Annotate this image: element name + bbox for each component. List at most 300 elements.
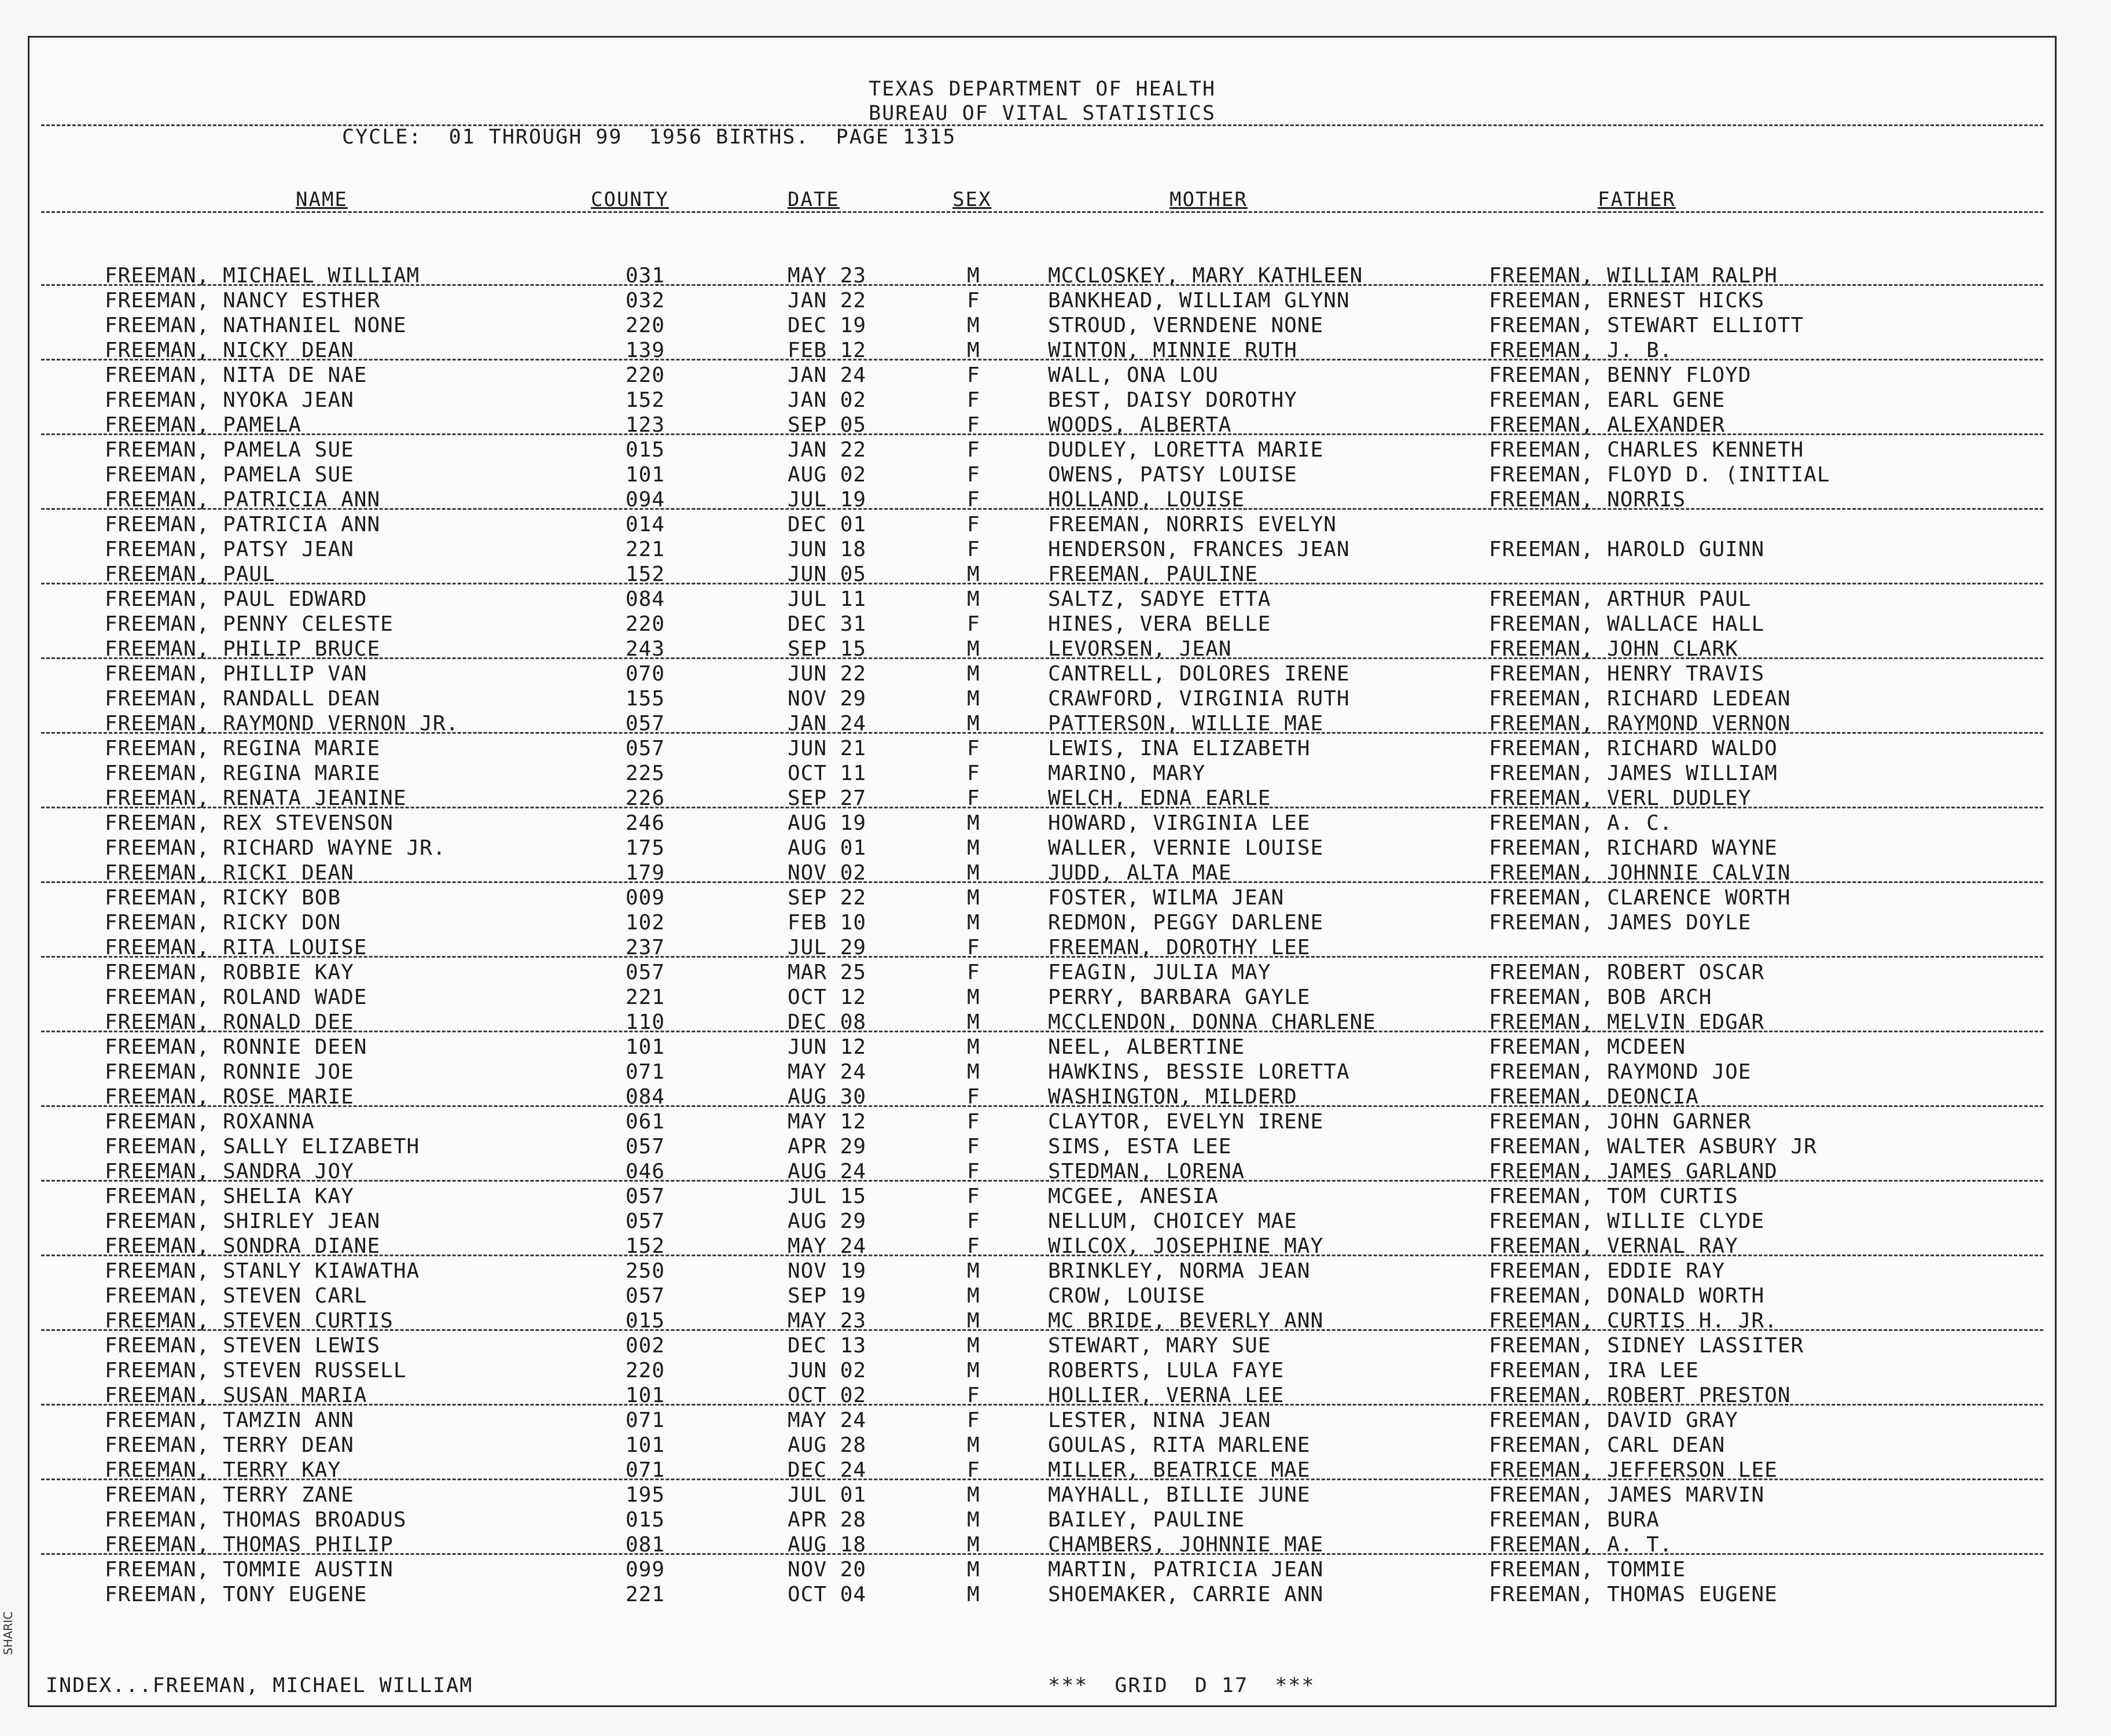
record-mother: PERRY, BARBARA GAYLE <box>1048 985 1311 1009</box>
record-father: FREEMAN, A. T. <box>1489 1533 1673 1557</box>
record-date: AUG 28 <box>788 1433 867 1457</box>
record-row <box>30 612 2055 637</box>
record-father: FREEMAN, IRA LEE <box>1489 1359 1699 1382</box>
record-sex: M <box>967 662 980 686</box>
record-sex: F <box>967 363 980 387</box>
record-row <box>30 686 2055 711</box>
record-row <box>30 1308 2055 1333</box>
record-sex: F <box>967 388 980 412</box>
record-date: NOV 19 <box>788 1259 867 1283</box>
record-mother: SIMS, ESTA LEE <box>1048 1135 1232 1158</box>
record-name: FREEMAN, TERRY KAY <box>105 1458 341 1482</box>
record-father: FREEMAN, MELVIN EDGAR <box>1489 1010 1765 1034</box>
record-name: FREEMAN, PAUL EDWARD <box>105 587 367 611</box>
record-row <box>30 562 2055 587</box>
record-row <box>30 512 2055 537</box>
record-name: FREEMAN, SANDRA JOY <box>105 1160 354 1183</box>
record-date: AUG 29 <box>788 1209 867 1233</box>
record-sex: F <box>967 463 980 487</box>
record-father: FREEMAN, BENNY FLOYD <box>1489 363 1752 387</box>
record-father: FREEMAN, JOHN GARNER <box>1489 1110 1752 1134</box>
record-mother: CANTRELL, DOLORES IRENE <box>1048 662 1350 686</box>
record-sex: M <box>967 1433 980 1457</box>
record-county: 110 <box>626 1010 665 1034</box>
record-sex: M <box>967 811 980 835</box>
record-county: 057 <box>626 712 665 735</box>
record-name: FREEMAN, RICKY DON <box>105 911 341 935</box>
record-mother: FREEMAN, DOROTHY LEE <box>1048 936 1311 959</box>
record-name: FREEMAN, SUSAN MARIA <box>105 1384 367 1407</box>
record-sex: F <box>967 1384 980 1407</box>
record-father: FREEMAN, RICHARD WALDO <box>1489 737 1778 760</box>
record-mother: WINTON, MINNIE RUTH <box>1048 339 1297 362</box>
record-date: JAN 22 <box>788 289 867 312</box>
record-mother: REDMON, PEGGY DARLENE <box>1048 911 1324 935</box>
record-mother: HENDERSON, FRANCES JEAN <box>1048 538 1350 561</box>
record-mother: HOLLAND, LOUISE <box>1048 488 1245 512</box>
record-row <box>30 1458 2055 1483</box>
record-father: FREEMAN, WALTER ASBURY JR <box>1489 1135 1817 1158</box>
record-mother: PATTERSON, WILLIE MAE <box>1048 712 1324 735</box>
record-mother: LEWIS, INA ELIZABETH <box>1048 737 1311 760</box>
record-county: 071 <box>626 1408 665 1432</box>
record-date: AUG 18 <box>788 1533 867 1557</box>
record-row <box>30 1433 2055 1458</box>
record-date: JAN 24 <box>788 363 867 387</box>
record-date: SEP 19 <box>788 1284 867 1308</box>
record-mother: MCCLOSKEY, MARY KATHLEEN <box>1048 264 1363 288</box>
record-date: AUG 02 <box>788 463 867 487</box>
record-name: FREEMAN, MICHAEL WILLIAM <box>105 264 420 288</box>
record-name: FREEMAN, SHELIA KAY <box>105 1185 354 1208</box>
record-row <box>30 338 2055 363</box>
column-header-mother: MOTHER <box>1169 188 1248 211</box>
record-county: 057 <box>626 737 665 760</box>
record-date: DEC 31 <box>788 612 867 636</box>
record-mother: HINES, VERA BELLE <box>1048 612 1271 636</box>
record-name: FREEMAN, SHIRLEY JEAN <box>105 1209 381 1233</box>
record-row <box>30 811 2055 836</box>
record-sex: M <box>967 1558 980 1581</box>
record-mother: CHAMBERS, JOHNNIE MAE <box>1048 1533 1324 1557</box>
record-father: FREEMAN, VERL DUDLEY <box>1489 786 1752 810</box>
record-father: FREEMAN, A. C. <box>1489 811 1673 835</box>
record-father: FREEMAN, WALLACE HALL <box>1489 612 1765 636</box>
record-county: 057 <box>626 961 665 984</box>
record-date: JAN 02 <box>788 388 867 412</box>
record-mother: SALTZ, SADYE ETTA <box>1048 587 1271 611</box>
record-mother: WALL, ONA LOU <box>1048 363 1219 387</box>
record-name: FREEMAN, PAMELA SUE <box>105 438 354 462</box>
record-father: FREEMAN, CURTIS H. JR. <box>1489 1309 1778 1333</box>
record-father: FREEMAN, CLARENCE WORTH <box>1489 886 1791 910</box>
record-county: 101 <box>626 463 665 487</box>
record-mother: CRAWFORD, VIRGINIA RUTH <box>1048 687 1350 711</box>
record-mother: NEEL, ALBERTINE <box>1048 1035 1245 1059</box>
record-name: FREEMAN, RITA LOUISE <box>105 936 367 959</box>
record-county: 139 <box>626 339 665 362</box>
record-name: FREEMAN, PHILLIP VAN <box>105 662 367 686</box>
record-father: FREEMAN, ROBERT PRESTON <box>1489 1384 1791 1407</box>
record-date: MAY 12 <box>788 1110 867 1134</box>
record-county: 152 <box>626 562 665 586</box>
record-mother: BRINKLEY, NORMA JEAN <box>1048 1259 1311 1283</box>
header-divider-top <box>41 124 2043 126</box>
column-header-date: DATE <box>788 188 840 211</box>
record-date: DEC 24 <box>788 1458 867 1482</box>
record-date: JUN 22 <box>788 662 867 686</box>
record-county: 009 <box>626 886 665 910</box>
record-row <box>30 1084 2055 1109</box>
record-father: FREEMAN, JOHN CLARK <box>1489 637 1738 661</box>
record-county: 099 <box>626 1558 665 1581</box>
record-sex: M <box>967 314 980 337</box>
record-sex: M <box>967 1309 980 1333</box>
record-father: FREEMAN, JAMES DOYLE <box>1489 911 1752 935</box>
record-name: FREEMAN, ROSE MARIE <box>105 1085 354 1109</box>
record-mother: FREEMAN, NORRIS EVELYN <box>1048 513 1337 536</box>
record-county: 094 <box>626 488 665 512</box>
record-sex: M <box>967 712 980 735</box>
record-row <box>30 637 2055 661</box>
record-name: FREEMAN, STANLY KIAWATHA <box>105 1259 420 1283</box>
record-county: 057 <box>626 1209 665 1233</box>
record-sex: M <box>967 1508 980 1532</box>
record-father: FREEMAN, ALEXANDER <box>1489 413 1726 437</box>
record-mother: WILCOX, JOSEPHINE MAY <box>1048 1234 1324 1258</box>
record-row <box>30 388 2055 413</box>
record-father: FREEMAN, NORRIS <box>1489 488 1686 512</box>
record-mother: WASHINGTON, MILDERD <box>1048 1085 1297 1109</box>
record-name: FREEMAN, PENNY CELESTE <box>105 612 393 636</box>
record-name: FREEMAN, PATRICIA ANN <box>105 488 381 512</box>
record-name: FREEMAN, STEVEN RUSSELL <box>105 1359 407 1382</box>
record-sex: M <box>967 1035 980 1059</box>
record-sex: M <box>967 339 980 362</box>
record-mother: FREEMAN, PAULINE <box>1048 562 1258 586</box>
record-date: JUL 19 <box>788 488 867 512</box>
record-row <box>30 462 2055 487</box>
record-county: 225 <box>626 762 665 785</box>
record-row <box>30 1010 2055 1035</box>
record-name: FREEMAN, TERRY DEAN <box>105 1433 354 1457</box>
record-father: FREEMAN, VERNAL RAY <box>1489 1234 1738 1258</box>
record-mother: NELLUM, CHOICEY MAE <box>1048 1209 1297 1233</box>
record-name: FREEMAN, NANCY ESTHER <box>105 289 381 312</box>
record-county: 015 <box>626 1309 665 1333</box>
header-divider-bottom <box>41 211 2043 213</box>
record-mother: MAYHALL, BILLIE JUNE <box>1048 1483 1311 1507</box>
record-father: FREEMAN, WILLIE CLYDE <box>1489 1209 1765 1233</box>
record-father: FREEMAN, HENRY TRAVIS <box>1489 662 1765 686</box>
record-row <box>30 288 2055 313</box>
record-sex: M <box>967 861 980 885</box>
record-father: FREEMAN, DEONCIA <box>1489 1085 1699 1109</box>
record-father: FREEMAN, ERNEST HICKS <box>1489 289 1765 312</box>
column-header-county: COUNTY <box>591 188 669 211</box>
record-county: 243 <box>626 637 665 661</box>
record-date: MAY 24 <box>788 1234 867 1258</box>
record-name: FREEMAN, TAMZIN ANN <box>105 1408 354 1432</box>
record-mother: JUDD, ALTA MAE <box>1048 861 1232 885</box>
record-name: FREEMAN, REX STEVENSON <box>105 811 393 835</box>
record-county: 152 <box>626 1234 665 1258</box>
record-father: FREEMAN, TOMMIE <box>1489 1558 1686 1581</box>
record-sex: F <box>967 513 980 536</box>
record-county: 250 <box>626 1259 665 1283</box>
record-mother: LEVORSEN, JEAN <box>1048 637 1232 661</box>
record-date: APR 28 <box>788 1508 867 1532</box>
record-father: FREEMAN, BOB ARCH <box>1489 985 1712 1009</box>
record-father: FREEMAN, ARTHUR PAUL <box>1489 587 1752 611</box>
record-mother: MCCLENDON, DONNA CHARLENE <box>1048 1010 1376 1034</box>
record-row <box>30 1532 2055 1557</box>
record-sex: F <box>967 612 980 636</box>
record-row <box>30 960 2055 985</box>
record-father: FREEMAN, MCDEEN <box>1489 1035 1686 1059</box>
record-sex: M <box>967 264 980 288</box>
record-sex: F <box>967 762 980 785</box>
record-sex: F <box>967 936 980 959</box>
record-county: 015 <box>626 438 665 462</box>
record-row <box>30 1358 2055 1383</box>
record-row <box>30 910 2055 935</box>
record-sex: M <box>967 836 980 860</box>
record-date: DEC 01 <box>788 513 867 536</box>
record-county: 102 <box>626 911 665 935</box>
record-county: 220 <box>626 363 665 387</box>
record-father: FREEMAN, CARL DEAN <box>1489 1433 1726 1457</box>
record-date: OCT 11 <box>788 762 867 785</box>
record-father: FREEMAN, RAYMOND JOE <box>1489 1060 1752 1084</box>
record-name: FREEMAN, STEVEN CURTIS <box>105 1309 393 1333</box>
record-mother: BANKHEAD, WILLIAM GLYNN <box>1048 289 1350 312</box>
record-mother: BEST, DAISY DOROTHY <box>1048 388 1297 412</box>
record-date: OCT 12 <box>788 985 867 1009</box>
record-sex: F <box>967 1135 980 1158</box>
record-row <box>30 1507 2055 1532</box>
record-name: FREEMAN, ROLAND WADE <box>105 985 367 1009</box>
record-date: JAN 22 <box>788 438 867 462</box>
record-date: AUG 19 <box>788 811 867 835</box>
record-sex: M <box>967 985 980 1009</box>
record-name: FREEMAN, PAUL <box>105 562 275 586</box>
record-father: FREEMAN, DONALD WORTH <box>1489 1284 1765 1308</box>
record-name: FREEMAN, SALLY ELIZABETH <box>105 1135 420 1158</box>
record-row <box>30 1259 2055 1283</box>
record-date: MAY 23 <box>788 1309 867 1333</box>
record-father: FREEMAN, DAVID GRAY <box>1489 1408 1738 1432</box>
bureau-title: BUREAU OF VITAL STATISTICS <box>869 102 1216 125</box>
vital-statistics-page <box>28 36 2057 1707</box>
record-name: FREEMAN, PATRICIA ANN <box>105 513 381 536</box>
side-stamp: SHARIC <box>1 1611 15 1655</box>
record-row <box>30 363 2055 388</box>
record-date: SEP 27 <box>788 786 867 810</box>
record-date: OCT 02 <box>788 1384 867 1407</box>
record-sex: F <box>967 1185 980 1208</box>
record-sex: M <box>967 1533 980 1557</box>
record-sex: F <box>967 538 980 561</box>
record-county: 057 <box>626 1185 665 1208</box>
record-county: 084 <box>626 1085 665 1109</box>
record-father: FREEMAN, CHARLES KENNETH <box>1489 438 1804 462</box>
record-father: FREEMAN, BURA <box>1489 1508 1660 1532</box>
record-father: FREEMAN, JAMES GARLAND <box>1489 1160 1778 1183</box>
column-header-father: FATHER <box>1598 188 1676 211</box>
record-father: FREEMAN, FLOYD D. (INITIAL <box>1489 463 1830 487</box>
record-name: FREEMAN, PAMELA <box>105 413 302 437</box>
record-name: FREEMAN, RAYMOND VERNON JR. <box>105 712 459 735</box>
record-sex: M <box>967 637 980 661</box>
record-father: FREEMAN, SIDNEY LASSITER <box>1489 1334 1804 1358</box>
record-county: 015 <box>626 1508 665 1532</box>
record-name: FREEMAN, ROBBIE KAY <box>105 961 354 984</box>
record-sex: M <box>967 1060 980 1084</box>
record-row <box>30 1557 2055 1582</box>
record-name: FREEMAN, RANDALL DEAN <box>105 687 381 711</box>
record-row <box>30 1060 2055 1084</box>
record-father: FREEMAN, HAROLD GUINN <box>1489 538 1765 561</box>
record-father: FREEMAN, TOM CURTIS <box>1489 1185 1738 1208</box>
record-name: FREEMAN, THOMAS PHILIP <box>105 1533 393 1557</box>
record-county: 081 <box>626 1533 665 1557</box>
record-row <box>30 263 2055 288</box>
column-header-name: NAME <box>296 188 348 211</box>
record-mother: MC BRIDE, BEVERLY ANN <box>1048 1309 1324 1333</box>
record-date: DEC 19 <box>788 314 867 337</box>
record-date: NOV 02 <box>788 861 867 885</box>
record-name: FREEMAN, STEVEN CARL <box>105 1284 367 1308</box>
record-mother: MARINO, MARY <box>1048 762 1206 785</box>
record-sex: F <box>967 1085 980 1109</box>
record-date: APR 29 <box>788 1135 867 1158</box>
record-sex: F <box>967 786 980 810</box>
record-date: NOV 20 <box>788 1558 867 1581</box>
record-name: FREEMAN, NITA DE NAE <box>105 363 367 387</box>
record-county: 220 <box>626 1359 665 1382</box>
record-sex: M <box>967 562 980 586</box>
birth-records-list <box>30 263 2055 1607</box>
record-sex: M <box>967 1259 980 1283</box>
record-row <box>30 587 2055 612</box>
record-row <box>30 661 2055 686</box>
record-sex: F <box>967 488 980 512</box>
record-county: 220 <box>626 612 665 636</box>
record-county: 221 <box>626 985 665 1009</box>
record-county: 123 <box>626 413 665 437</box>
record-date: NOV 29 <box>788 687 867 711</box>
record-mother: MILLER, BEATRICE MAE <box>1048 1458 1311 1482</box>
record-father: FREEMAN, RAYMOND VERNON <box>1489 712 1791 735</box>
record-row <box>30 1283 2055 1308</box>
record-name: FREEMAN, PHILIP BRUCE <box>105 637 381 661</box>
record-name: FREEMAN, THOMAS BROADUS <box>105 1508 407 1532</box>
record-county: 246 <box>626 811 665 835</box>
record-county: 226 <box>626 786 665 810</box>
record-county: 084 <box>626 587 665 611</box>
record-mother: HAWKINS, BESSIE LORETTA <box>1048 1060 1350 1084</box>
record-row <box>30 1184 2055 1209</box>
record-date: DEC 08 <box>788 1010 867 1034</box>
record-mother: BAILEY, PAULINE <box>1048 1508 1245 1532</box>
record-father: FREEMAN, STEWART ELLIOTT <box>1489 314 1804 337</box>
record-mother: HOWARD, VIRGINIA LEE <box>1048 811 1311 835</box>
record-name: FREEMAN, TONY EUGENE <box>105 1583 367 1606</box>
record-father: FREEMAN, JAMES MARVIN <box>1489 1483 1765 1507</box>
record-name: FREEMAN, PATSY JEAN <box>105 538 354 561</box>
record-county: 057 <box>626 1284 665 1308</box>
record-date: JUN 02 <box>788 1359 867 1382</box>
record-date: FEB 12 <box>788 339 867 362</box>
record-date: AUG 24 <box>788 1160 867 1183</box>
record-name: FREEMAN, ROXANNA <box>105 1110 315 1134</box>
record-county: 195 <box>626 1483 665 1507</box>
record-county: 070 <box>626 662 665 686</box>
record-sex: M <box>967 1583 980 1606</box>
record-mother: MCGEE, ANESIA <box>1048 1185 1219 1208</box>
record-mother: GOULAS, RITA MARLENE <box>1048 1433 1311 1457</box>
record-name: FREEMAN, PAMELA SUE <box>105 463 354 487</box>
record-row <box>30 437 2055 462</box>
record-name: FREEMAN, TERRY ZANE <box>105 1483 354 1507</box>
record-sex: F <box>967 1160 980 1183</box>
record-name: FREEMAN, NATHANIEL NONE <box>105 314 407 337</box>
record-sex: M <box>967 886 980 910</box>
record-date: JUN 21 <box>788 737 867 760</box>
record-county: 002 <box>626 1334 665 1358</box>
record-sex: M <box>967 1334 980 1358</box>
record-row <box>30 537 2055 562</box>
grid-footer: *** GRID D 17 *** <box>1048 1674 1315 1697</box>
record-county: 046 <box>626 1160 665 1183</box>
record-date: MAY 24 <box>788 1060 867 1084</box>
record-mother: ROBERTS, LULA FAYE <box>1048 1359 1285 1382</box>
record-date: SEP 15 <box>788 637 867 661</box>
record-row <box>30 761 2055 786</box>
record-sex: M <box>967 1483 980 1507</box>
record-row <box>30 1383 2055 1408</box>
record-name: FREEMAN, STEVEN LEWIS <box>105 1334 381 1358</box>
record-sex: M <box>967 1010 980 1034</box>
record-row <box>30 1333 2055 1358</box>
record-mother: FEAGIN, JULIA MAY <box>1048 961 1271 984</box>
record-name: FREEMAN, RICKI DEAN <box>105 861 354 885</box>
record-sex: M <box>967 587 980 611</box>
record-row <box>30 1408 2055 1433</box>
record-county: 221 <box>626 1583 665 1606</box>
record-county: 179 <box>626 861 665 885</box>
record-date: MAR 25 <box>788 961 867 984</box>
record-name: FREEMAN, SONDRA DIANE <box>105 1234 381 1258</box>
record-sex: F <box>967 289 980 312</box>
record-row <box>30 985 2055 1010</box>
record-sex: F <box>967 438 980 462</box>
record-sex: F <box>967 737 980 760</box>
record-father: FREEMAN, J. B. <box>1489 339 1673 362</box>
record-county: 101 <box>626 1384 665 1407</box>
record-sex: F <box>967 413 980 437</box>
record-date: JAN 24 <box>788 712 867 735</box>
record-mother: STEDMAN, LORENA <box>1048 1160 1245 1183</box>
record-row <box>30 1582 2055 1607</box>
record-county: 014 <box>626 513 665 536</box>
record-row <box>30 711 2055 736</box>
record-row <box>30 313 2055 338</box>
record-county: 071 <box>626 1060 665 1084</box>
record-sex: M <box>967 911 980 935</box>
record-county: 101 <box>626 1035 665 1059</box>
